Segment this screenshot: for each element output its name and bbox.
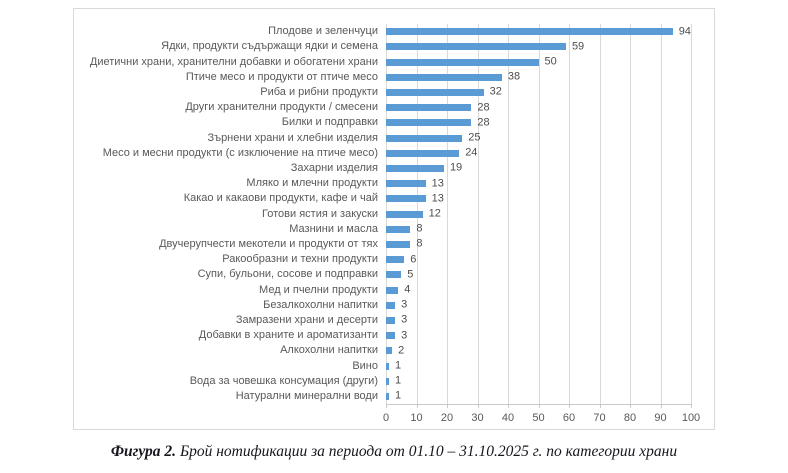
bar-row: [74, 358, 691, 373]
bar: [386, 135, 462, 142]
bar-track: [386, 237, 691, 252]
bar-track: [386, 176, 691, 191]
bar: [386, 104, 471, 111]
bar-row: [74, 313, 691, 328]
bar-row: [74, 298, 691, 313]
bar: [386, 119, 471, 126]
bar-track: [386, 146, 691, 161]
bar-value-label: 2: [398, 344, 405, 357]
bar-track: [386, 130, 691, 145]
bar: [386, 287, 398, 294]
bar-row: [74, 146, 691, 161]
bar: [386, 332, 395, 339]
category-label: Двучерупчести мекотели и продукти от тях: [159, 237, 378, 250]
bar: [386, 28, 673, 35]
category-label: Ядки, продукти съдържащи ядки и семена: [161, 40, 378, 53]
category-label: Птиче месо и продукти от птиче месо: [185, 70, 378, 83]
bar-row: [74, 343, 691, 358]
category-label: Алкохолни напитки: [280, 344, 378, 357]
bar-value-label: 13: [431, 177, 444, 190]
axis-tick: [600, 404, 601, 408]
axis-ticks: [386, 404, 691, 408]
x-tick-label: 50: [532, 412, 545, 424]
category-label: Диетични храни, хранителни добавки и обогатени храни: [89, 55, 378, 68]
bar-value-label: 8: [416, 237, 423, 250]
bar: [386, 393, 389, 400]
bar-row: [74, 222, 691, 237]
bar-value-label: 12: [428, 207, 441, 220]
bar-value-label: 50: [544, 55, 557, 68]
bar-row: [74, 389, 691, 404]
bar-row: [74, 191, 691, 206]
bar-row: [74, 54, 691, 69]
category-rows: [74, 24, 691, 404]
bar-row: [74, 70, 691, 85]
bar: [386, 363, 389, 370]
bar: [386, 180, 426, 187]
bar-row: [74, 130, 691, 145]
category-label: Мляко и млечни продукти: [246, 177, 378, 190]
bar-value-label: 38: [507, 70, 521, 83]
bar-track: [386, 161, 691, 176]
bar-value-label: 1: [395, 359, 402, 372]
bar-value-label: 19: [449, 161, 463, 174]
bar-track: [386, 328, 691, 343]
bar-row: [74, 115, 691, 130]
bar-value-label: 1: [395, 374, 402, 387]
bar: [386, 302, 395, 309]
bar-value-label: 28: [477, 116, 490, 129]
bar-row: [74, 100, 691, 115]
bar-track: [386, 343, 691, 358]
bar-value-label: 59: [571, 40, 585, 53]
bar-track: [386, 54, 691, 69]
bar-track: [386, 267, 691, 282]
bar-value-label: 6: [410, 253, 417, 266]
bar-row: [74, 328, 691, 343]
bar-row: [74, 206, 691, 221]
x-tick-label: 60: [562, 412, 576, 424]
bar: [386, 226, 410, 233]
bar-track: [386, 358, 691, 373]
category-label: Вода за човешка консумация (други): [189, 374, 378, 387]
axis-tick: [661, 404, 662, 408]
category-label: Натурални минерални води: [235, 389, 378, 402]
x-tick-label: 20: [440, 412, 454, 424]
category-label: Супи, бульони, сосове и подправки: [197, 268, 378, 281]
category-label: Замразени храни и десерти: [235, 313, 378, 326]
category-label: Добавки в храните и ароматизанти: [198, 329, 378, 342]
bar: [386, 89, 484, 96]
category-label: Готови ястия и закуски: [262, 207, 378, 220]
bar-track: [386, 389, 691, 404]
gridline: [691, 24, 692, 404]
bar: [386, 378, 389, 385]
bar-value-label: 1: [395, 389, 402, 402]
axis-tick: [569, 404, 570, 408]
bar-track: [386, 85, 691, 100]
bar-value-label: 13: [431, 192, 444, 205]
figure-caption: [0, 443, 788, 461]
bar-value-label: 28: [477, 101, 490, 114]
bar-value-label: 5: [407, 268, 414, 281]
bar-row: [74, 39, 691, 54]
x-tick-label: 70: [593, 412, 606, 424]
bar: [386, 165, 444, 172]
bar-row: [74, 267, 691, 282]
figure-caption-text: Брой нотификации за периода от 01.10 – 31.10.2025 г. по категории храни: [176, 443, 678, 460]
bar-row: [74, 176, 691, 191]
bar-track: [386, 222, 691, 237]
x-tick-label: 0: [382, 412, 390, 424]
axis-tick: [447, 404, 448, 408]
x-tick-label: 90: [654, 412, 667, 424]
bar-row: [74, 24, 691, 39]
figure-caption-label: Фигура 2.: [110, 443, 177, 460]
bar-row: [74, 85, 691, 100]
bar: [386, 347, 392, 354]
bar-track: [386, 39, 691, 54]
bar-track: [386, 313, 691, 328]
axis-tick: [630, 404, 631, 408]
bar: [386, 74, 502, 81]
bar-value-label: 8: [416, 222, 423, 235]
category-label: Зърнени храни и хлебни изделия: [207, 131, 378, 144]
bar-value-label: 3: [401, 329, 408, 342]
axis-tick: [386, 404, 387, 408]
category-label: Билки и подправки: [281, 116, 378, 129]
bar: [386, 241, 410, 248]
category-label: Какао и какаови продукти, кафе и чай: [183, 192, 378, 205]
category-label: Риба и рибни продукти: [260, 85, 378, 98]
bar-value-label: 3: [401, 298, 408, 311]
x-tick-label: 100: [681, 412, 701, 424]
bar-row: [74, 161, 691, 176]
bar-track: [386, 298, 691, 313]
bar: [386, 150, 459, 157]
x-axis: [382, 411, 701, 427]
bar-value-label: 25: [468, 131, 481, 144]
category-label: Захарни изделия: [290, 161, 378, 174]
bar-track: [386, 282, 691, 297]
x-tick-label: 40: [501, 412, 515, 424]
bar-row: [74, 252, 691, 267]
axis-tick: [539, 404, 540, 408]
bar-track: [386, 115, 691, 130]
bar-track: [386, 252, 691, 267]
bar: [386, 317, 395, 324]
category-label: Плодове и зеленчуци: [268, 25, 378, 38]
bar: [386, 256, 404, 263]
axis-tick: [691, 404, 692, 408]
x-tick-label: 10: [410, 412, 423, 424]
category-label: Мед и пчелни продукти: [259, 283, 378, 296]
bar: [386, 271, 401, 278]
category-label: Мазнини и масла: [289, 222, 378, 235]
x-tick-label: 30: [471, 412, 484, 424]
bar: [386, 59, 539, 66]
bar-track: [386, 70, 691, 85]
category-label: Безалкохолни напитки: [263, 298, 378, 311]
category-label: Ракообразни и техни продукти: [222, 253, 378, 266]
x-tick-label: 80: [623, 412, 637, 424]
bar-track: [386, 24, 691, 39]
axis-tick: [417, 404, 418, 408]
bar: [386, 211, 423, 218]
bar: [386, 195, 426, 202]
bar-value-label: 24: [465, 146, 478, 159]
bar-value-label: 94: [678, 25, 691, 38]
bar-row: [74, 282, 691, 297]
axis-tick: [508, 404, 509, 408]
bar-row: [74, 237, 691, 252]
bar-value-label: 3: [401, 313, 408, 326]
bar-chart: [73, 8, 715, 430]
bar-value-label: 32: [489, 85, 502, 98]
axis-tick: [478, 404, 479, 408]
category-label: Други хранителни продукти / смесени: [185, 101, 378, 114]
category-label: Месо и месни продукти (с изключение на птиче месо): [102, 146, 378, 159]
category-label: Вино: [352, 359, 378, 372]
bar-track: [386, 206, 691, 221]
bar-track: [386, 374, 691, 389]
bar-value-label: 4: [404, 283, 411, 296]
bar-track: [386, 100, 691, 115]
bar-track: [386, 191, 691, 206]
bar-row: [74, 374, 691, 389]
bar: [386, 43, 566, 50]
